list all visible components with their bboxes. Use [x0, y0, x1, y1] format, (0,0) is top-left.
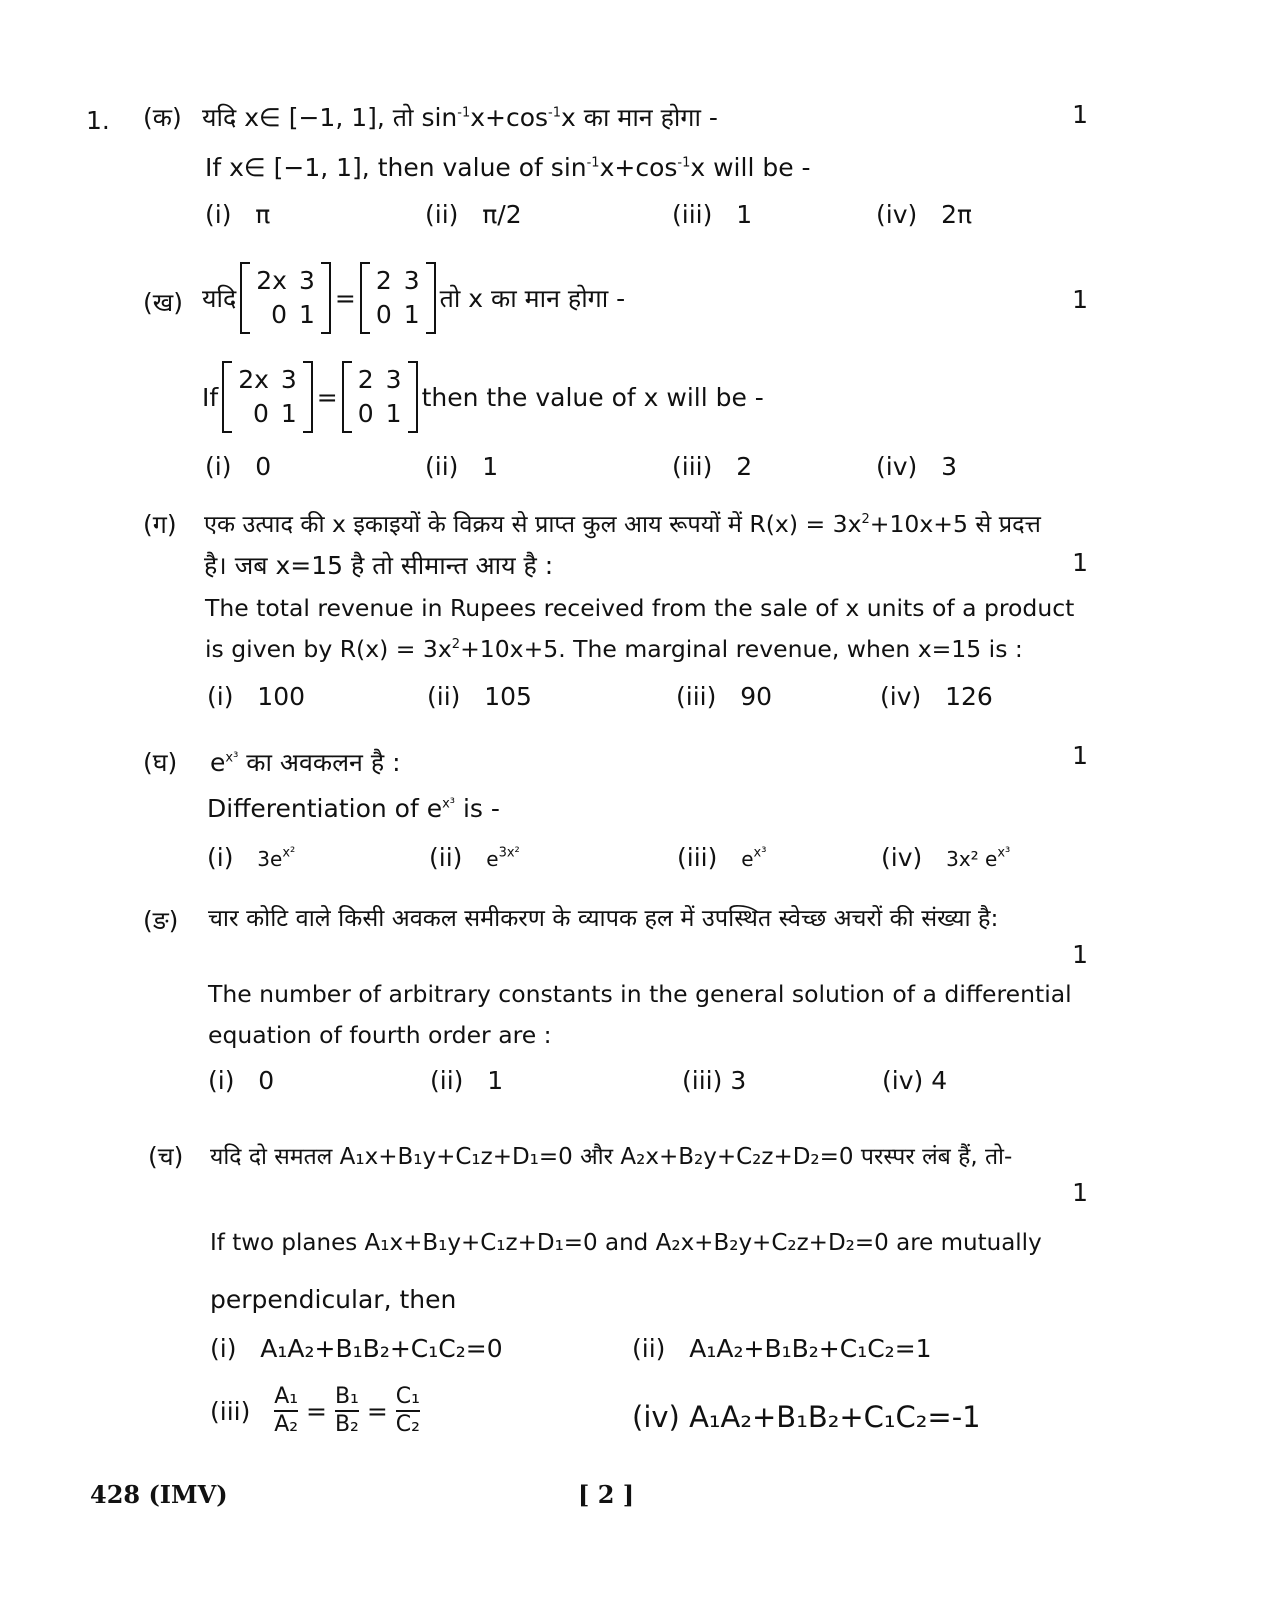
q-nga-label: (ङ)	[143, 906, 179, 935]
q-ga-option-4: (iv) 126	[880, 682, 993, 711]
q-ga-option-2: (ii) 105	[427, 682, 532, 711]
q-kha-option-3: (iii) 2	[672, 452, 753, 481]
matrix-right: 2 3 0 1	[360, 262, 436, 334]
q-nga-hindi: चार कोटि वाले किसी अवकल समीकरण के व्यापक हल में उपस्थित स्वेच्छ अचरों की संख्या है:	[208, 904, 999, 932]
q-ga-label: (ग)	[143, 510, 177, 539]
q-gha-option-1: (i) $3e^{x^2}$	[207, 843, 296, 872]
q-kha-option-1: (i) 0	[205, 452, 272, 481]
fraction-b: $\frac{\text{B₁}}{\text{B₂}}$	[334, 1384, 359, 1437]
q-ga-option-3: (iii) 90	[676, 682, 773, 711]
q-ka-option-2: (ii) π/2	[425, 200, 522, 229]
q-ka-english: If x∈ [−1, 1], then value of $\sin^{-1}x+\cos^{-1}x$ will be -	[205, 153, 811, 182]
q-ka-option-1: (i) π	[205, 200, 271, 229]
q-cha-option-4: (iv) A₁A₂+B₁B₂+C₁C₂=-1	[632, 1400, 981, 1434]
fraction-c: $\frac{\text{C₁}}{\text{C₂}}$	[395, 1384, 420, 1437]
q-gha-label: (घ)	[143, 748, 178, 777]
q-nga-english-line2: equation of fourth order are :	[208, 1021, 552, 1049]
q-gha-marks: 1	[1072, 741, 1088, 770]
question-number: 1.	[86, 106, 110, 135]
paper-code: 428 (IMV)	[90, 1480, 228, 1509]
q-ka-marks: 1	[1072, 100, 1088, 129]
q-cha-option-1: (i) A₁A₂+B₁B₂+C₁C₂=0	[210, 1334, 503, 1363]
q-ka-label: (क)	[143, 103, 182, 132]
q-gha-option-3: (iii) $e^{x^3}$	[677, 843, 767, 872]
q-cha-hindi: यदि दो समतल A₁x+B₁y+C₁z+D₁=0 और A₂x+B₂y+C₂z+D₂=0 परस्पर लंब हैं, तो-	[210, 1144, 1013, 1170]
fraction-a: $\frac{\text{A₁}}{\text{A₂}}$	[274, 1384, 299, 1437]
q-cha-label: (च)	[148, 1142, 184, 1171]
q-ga-option-1: (i) 100	[207, 682, 306, 711]
matrix-left-en: 2x 3 0 1	[222, 361, 313, 433]
q-gha-option-2: (ii) $e^{3x^2}$	[429, 843, 520, 872]
q-ga-english-line1: The total revenue in Rupees received from the sale of x units of a product	[205, 594, 1075, 622]
matrix-right-en: 2 3 0 1	[342, 361, 418, 433]
q-kha-option-4: (iv) 3	[876, 452, 957, 481]
q-ga-hindi-line1: एक उत्पाद की x इकाइयों के विक्रय से प्राप्त कुल आय रूपयों में $R(x) = 3x^2+10x+5$ से प्रदत्त	[204, 510, 1041, 538]
q-cha-english-line2: perpendicular, then	[210, 1285, 457, 1314]
q-nga-marks: 1	[1072, 940, 1088, 969]
q-ga-hindi-line2: है। जब x=15 है तो सीमान्त आय है :	[204, 551, 554, 580]
matrix-left: 2x 3 0 1	[240, 262, 331, 334]
q-cha-marks: 1	[1072, 1178, 1088, 1207]
q-nga-option-1: (i) 0	[208, 1066, 275, 1095]
q-kha-english: If 2x 3 0 1 = 2 3 0 1 then the value of x will be -	[202, 359, 764, 435]
q-gha-hindi: $e^{x^3}$ का अवकलन है :	[210, 748, 401, 777]
q-cha-option-2: (ii) A₁A₂+B₁B₂+C₁C₂=1	[632, 1334, 932, 1363]
q-nga-english-line1: The number of arbitrary constants in the general solution of a differential	[208, 980, 1072, 1008]
q-ka-hindi: यदि x∈ [−1, 1], तो $\sin^{-1}x+\cos^{-1}x$ का मान होगा -	[202, 103, 718, 132]
q-ga-marks: 1	[1072, 548, 1088, 577]
q-kha-marks: 1	[1072, 285, 1088, 314]
q-gha-english: Differentiation of $e^{x^3}$ is -	[207, 794, 500, 823]
page-number: [ 2 ]	[578, 1480, 635, 1509]
q-gha-option-4: (iv) 3x² $e^{x^3}$	[881, 843, 1011, 872]
q-cha-english-line1: If two planes A₁x+B₁y+C₁z+D₁=0 and A₂x+B₂y+C₂z+D₂=0 are mutually	[210, 1230, 1042, 1256]
q-nga-option-4: (iv) 4	[882, 1066, 948, 1095]
q-kha-label: (ख)	[143, 288, 183, 317]
q-kha-hindi: यदि 2x 3 0 1 = 2 3 0 1 तो x का मान होगा -	[202, 260, 625, 336]
q-nga-option-2: (ii) 1	[430, 1066, 504, 1095]
q-ka-option-4: (iv) 2π	[876, 200, 973, 229]
q-nga-option-3: (iii) 3	[682, 1066, 747, 1095]
q-ka-option-3: (iii) 1	[672, 200, 753, 229]
q-ga-english-line2: is given by $R(x) = 3x^2+10x+5$. The marginal revenue, when x=15 is :	[205, 635, 1023, 663]
q-kha-option-2: (ii) 1	[425, 452, 499, 481]
q-cha-option-3: (iii) $\frac{\text{A₁}}{\text{A₂}}$ = $\frac{\text{B₁}}{\text{B₂}}$ = $\frac{\text{C₁}}{\text{C₂}}$	[210, 1384, 420, 1437]
